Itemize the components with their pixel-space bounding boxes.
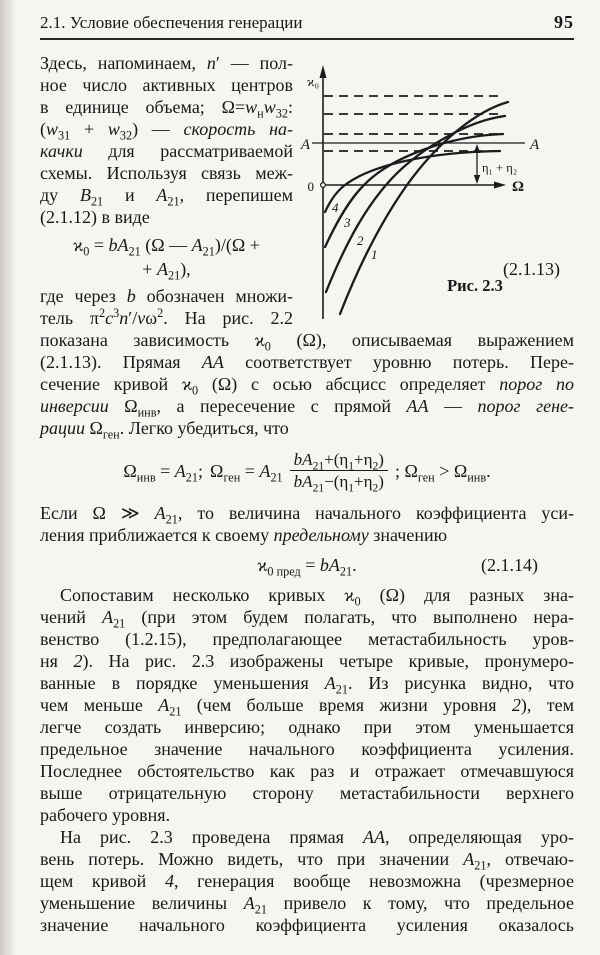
curve-label-2: 2 — [357, 233, 364, 248]
text-line: Последнее обстоятельство как раз и отражает отмечавшуюся — [40, 761, 574, 781]
text-line: ления приближается к своему предельному значению — [40, 525, 448, 545]
text-line: (2.1.13). Прямая АА соответствует уровню потерь. Пере- — [40, 352, 574, 372]
text-line: легче создать инверсию; однако при этом уменьшается — [40, 717, 574, 737]
eta-annotation: η₁ + η₂ — [482, 161, 518, 175]
text-line: в единице объема; $\Omega=w_нw_{32}$: — [40, 97, 293, 121]
text-line: Если Ω ≫ $A_{21}$, то величина начального коэффициента уси- — [40, 503, 574, 527]
loss-label-left: A — [300, 137, 310, 153]
text-line: ду $B_{21}$ и $A_{21}$, перепишем — [40, 185, 293, 209]
text-line: Здесь, напоминаем, n′ — пол- — [40, 53, 293, 73]
text-line: показана зависимость $ϰ_0$ (Ω), описываемая выражением — [40, 330, 574, 354]
running-header — [40, 12, 574, 40]
equation-body: + $A_{21}$), — [142, 259, 191, 283]
equation-2-1-14 — [40, 553, 574, 577]
fraction-numerator: $bA_{21}+(\eta_1+\eta_2)$ — [290, 449, 388, 471]
text-line: где через b обозначен множи- — [40, 286, 294, 306]
text-line: ванные в порядке уменьшения $A_{21}$. Из рисунка видно, что — [40, 673, 574, 697]
curve-label-1: 1 — [371, 247, 378, 262]
text-line: ное число активных центров — [40, 75, 293, 95]
page-number: 95 — [554, 12, 574, 32]
equation-mid: $\Omega_{ген} = A_{21}$ — [210, 460, 283, 485]
curve-4 — [325, 151, 500, 212]
text-line: (2.1.12) в виде — [40, 207, 150, 227]
text-line: $(w_{31} + w_{32})$ — скорость на- — [40, 119, 293, 143]
text-line: рации $\Omega_{ген}$. Легко убедиться, что — [40, 418, 289, 442]
text-line: тель $\pi^2c^3n'/v\omega^2$. На рис. 2.2 — [40, 306, 293, 328]
text-line: уменьшение величины $A_{21}$ привело к тому, что предельное — [40, 893, 574, 917]
equation-number: (2.1.14) — [481, 555, 538, 575]
text-line: вень потерь. Можно видеть, что при значении $A_{21}$, отвечаю- — [40, 849, 574, 873]
equation-line — [40, 257, 574, 281]
text-line: ня 2). На рис. 2.3 изображены четыре кривые, пронумеро- — [40, 651, 574, 671]
text-line: щем кривой 4, генерация вообще невозможна (чрезмерное — [40, 871, 574, 891]
loss-label-right: A — [530, 137, 540, 153]
equation-number: (2.1.13) — [503, 259, 560, 279]
text-line: Сопоставим несколько кривых $ϰ_0$ (Ω) для разных зна- — [60, 585, 575, 609]
text-line: предельное значение начального коэффициента усиления. — [40, 739, 574, 759]
y-axis-label: ϰ₀ — [307, 74, 319, 89]
curve-label-3: 3 — [344, 215, 351, 230]
curve-label-4: 4 — [332, 200, 339, 215]
text-line: качки для рассматриваемой — [40, 141, 293, 161]
fraction-denominator: $bA_{21}-(\eta_1+\eta_2)$ — [293, 472, 384, 495]
figure-caption: Рис. 2.3 — [447, 276, 503, 295]
equation-thresholds — [40, 449, 574, 495]
equation-lhs: $\Omega_{инв} = A_{21}$; — [123, 460, 204, 485]
section-title: 2.1. Условие обеспечения генерации — [40, 13, 303, 32]
y-axis-arrow — [320, 65, 327, 78]
text-line: инверсии $\Omega_{инв}$, а пересечение с прямой АА — порог гене- — [40, 396, 574, 420]
x-axis-label: Ω — [512, 179, 525, 195]
equation-rhs: ; $\Omega_{ген} > \Omega_{инв}$. — [394, 460, 491, 485]
origin-label: 0 — [307, 179, 314, 194]
x-axis-arrow — [494, 182, 506, 189]
figure-2-3 — [297, 52, 574, 327]
text-line: выше отрицательную сторону метастабильности верхнего — [40, 783, 574, 803]
text-line: чем меньше $A_{21}$ (чем больше время жизни уровня 2), тем — [40, 695, 574, 719]
text-line: значение начального коэффициента усиления оказалось — [40, 915, 574, 935]
equation-body: $ϰ_{0 пред} = bA_{21}$. — [257, 555, 357, 579]
equation-fraction — [290, 449, 388, 495]
eta-arrow-bottom — [474, 175, 480, 184]
text-line: На рис. 2.3 проведена прямая АА, определяющая уро- — [60, 827, 574, 847]
text-line: чений $A_{21}$ (при этом будем полагать, что выполнено нера- — [40, 607, 574, 631]
equation-2-1-13 — [40, 233, 574, 281]
equation-body: $ϰ_0 = bA_{21}$ (Ω — $A_{21})/(\Omega$ + — [73, 235, 260, 259]
text-line: венство (1.2.15), предполагающее метастабильность уров- — [40, 629, 574, 649]
equation-line — [40, 233, 574, 257]
page-body — [40, 52, 574, 936]
text-line: схемы. Используя связь меж- — [40, 163, 293, 183]
text-line: рабочего уровня. — [40, 805, 171, 825]
origin-marker — [321, 183, 326, 188]
figure-2-3-chart — [297, 52, 574, 324]
text-line: сечение кривой $ϰ_0$ (Ω) с осью абсцисс определяет порог по — [40, 374, 575, 398]
eta-arrow-top — [474, 144, 480, 153]
